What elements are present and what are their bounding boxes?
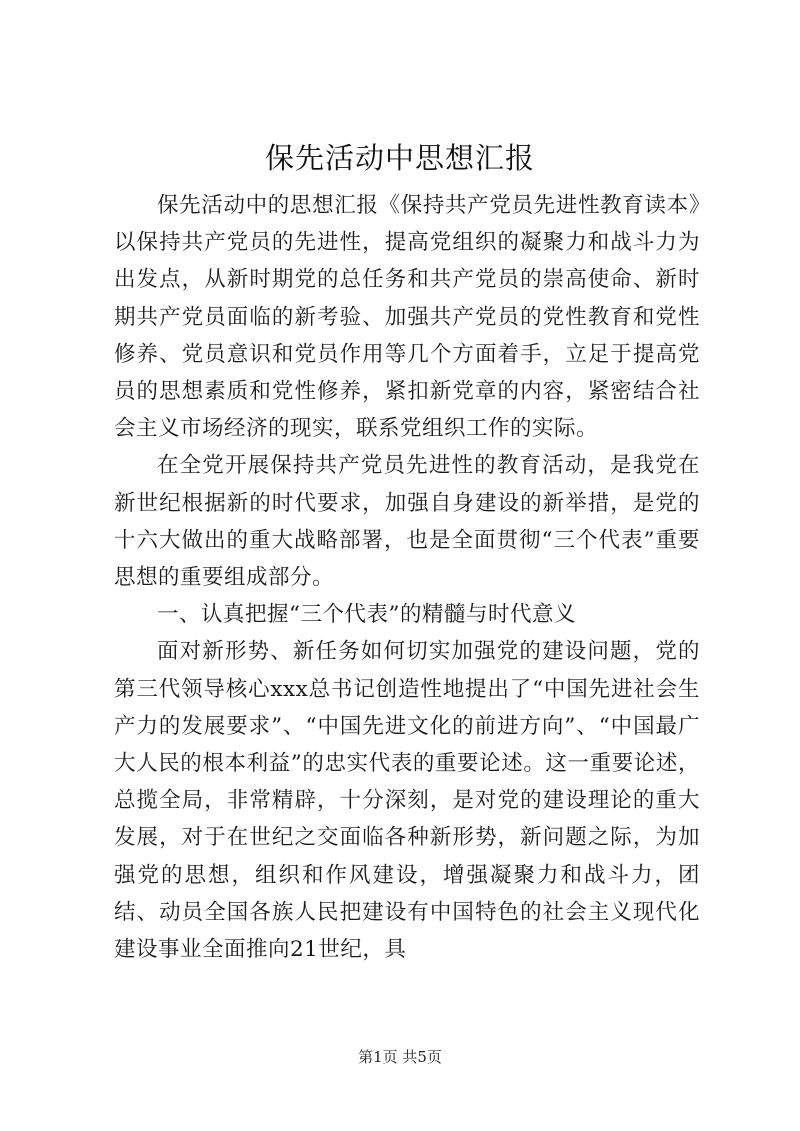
section-heading-1: 一、认真把握“三个代表”的精髓与时代意义 [157, 602, 576, 628]
document-body [114, 187, 700, 968]
paragraph-intro: 保先活动中的思想汇报《保持共产党员先进性教育读本》以保持共产党员的先进性，提高党组织的凝聚力和战斗力为出发点，从新时期党的总任务和共产党员的崇高使命、新时期共产党员面临的新考验、加强共产党员的党性教育和党性修养、党员意识和党员作用等几个方面着手，立足于提高党员的思想素质和党性修养，紧扣新党章的内容，紧密结合社会主义市场经济的现实，联系党组织工作的实际。 [114, 193, 700, 442]
paragraph-education-activity: 在全党开展保持共产党员先进性的教育活动，是我党在新世纪根据新的时代要求，加强自身建设的新举措，是党的十六大做出的重大战略部署，也是全面贯彻“三个代表”重要思想的重要组成部分。 [114, 453, 700, 591]
paragraph-three-represents: 面对新形势、新任务如何切实加强党的建设问题，党的第三代领导核心xxx总书记创造性地提出了“中国先进社会生产力的发展要求”、“中国先进文化的前进方向”、“中国最广大人民的根本利益”的忠实代表的重要论述。这一重要论述，总揽全局，非常精辟，十分深刻，是对党的建设理论的重大发展，对于在世纪之交面临各种新形势，新问题之际，为加强党的思想，组织和作风建设，增强凝聚力和战斗力，团结、动员全国各族人民把建设有中国特色的社会主义现代化建设事业全面推向21世纪，具 [114, 639, 700, 963]
document-title: 保先活动中思想汇报 [264, 141, 535, 175]
page-footer: 第1页 共5页 [358, 1048, 442, 1066]
